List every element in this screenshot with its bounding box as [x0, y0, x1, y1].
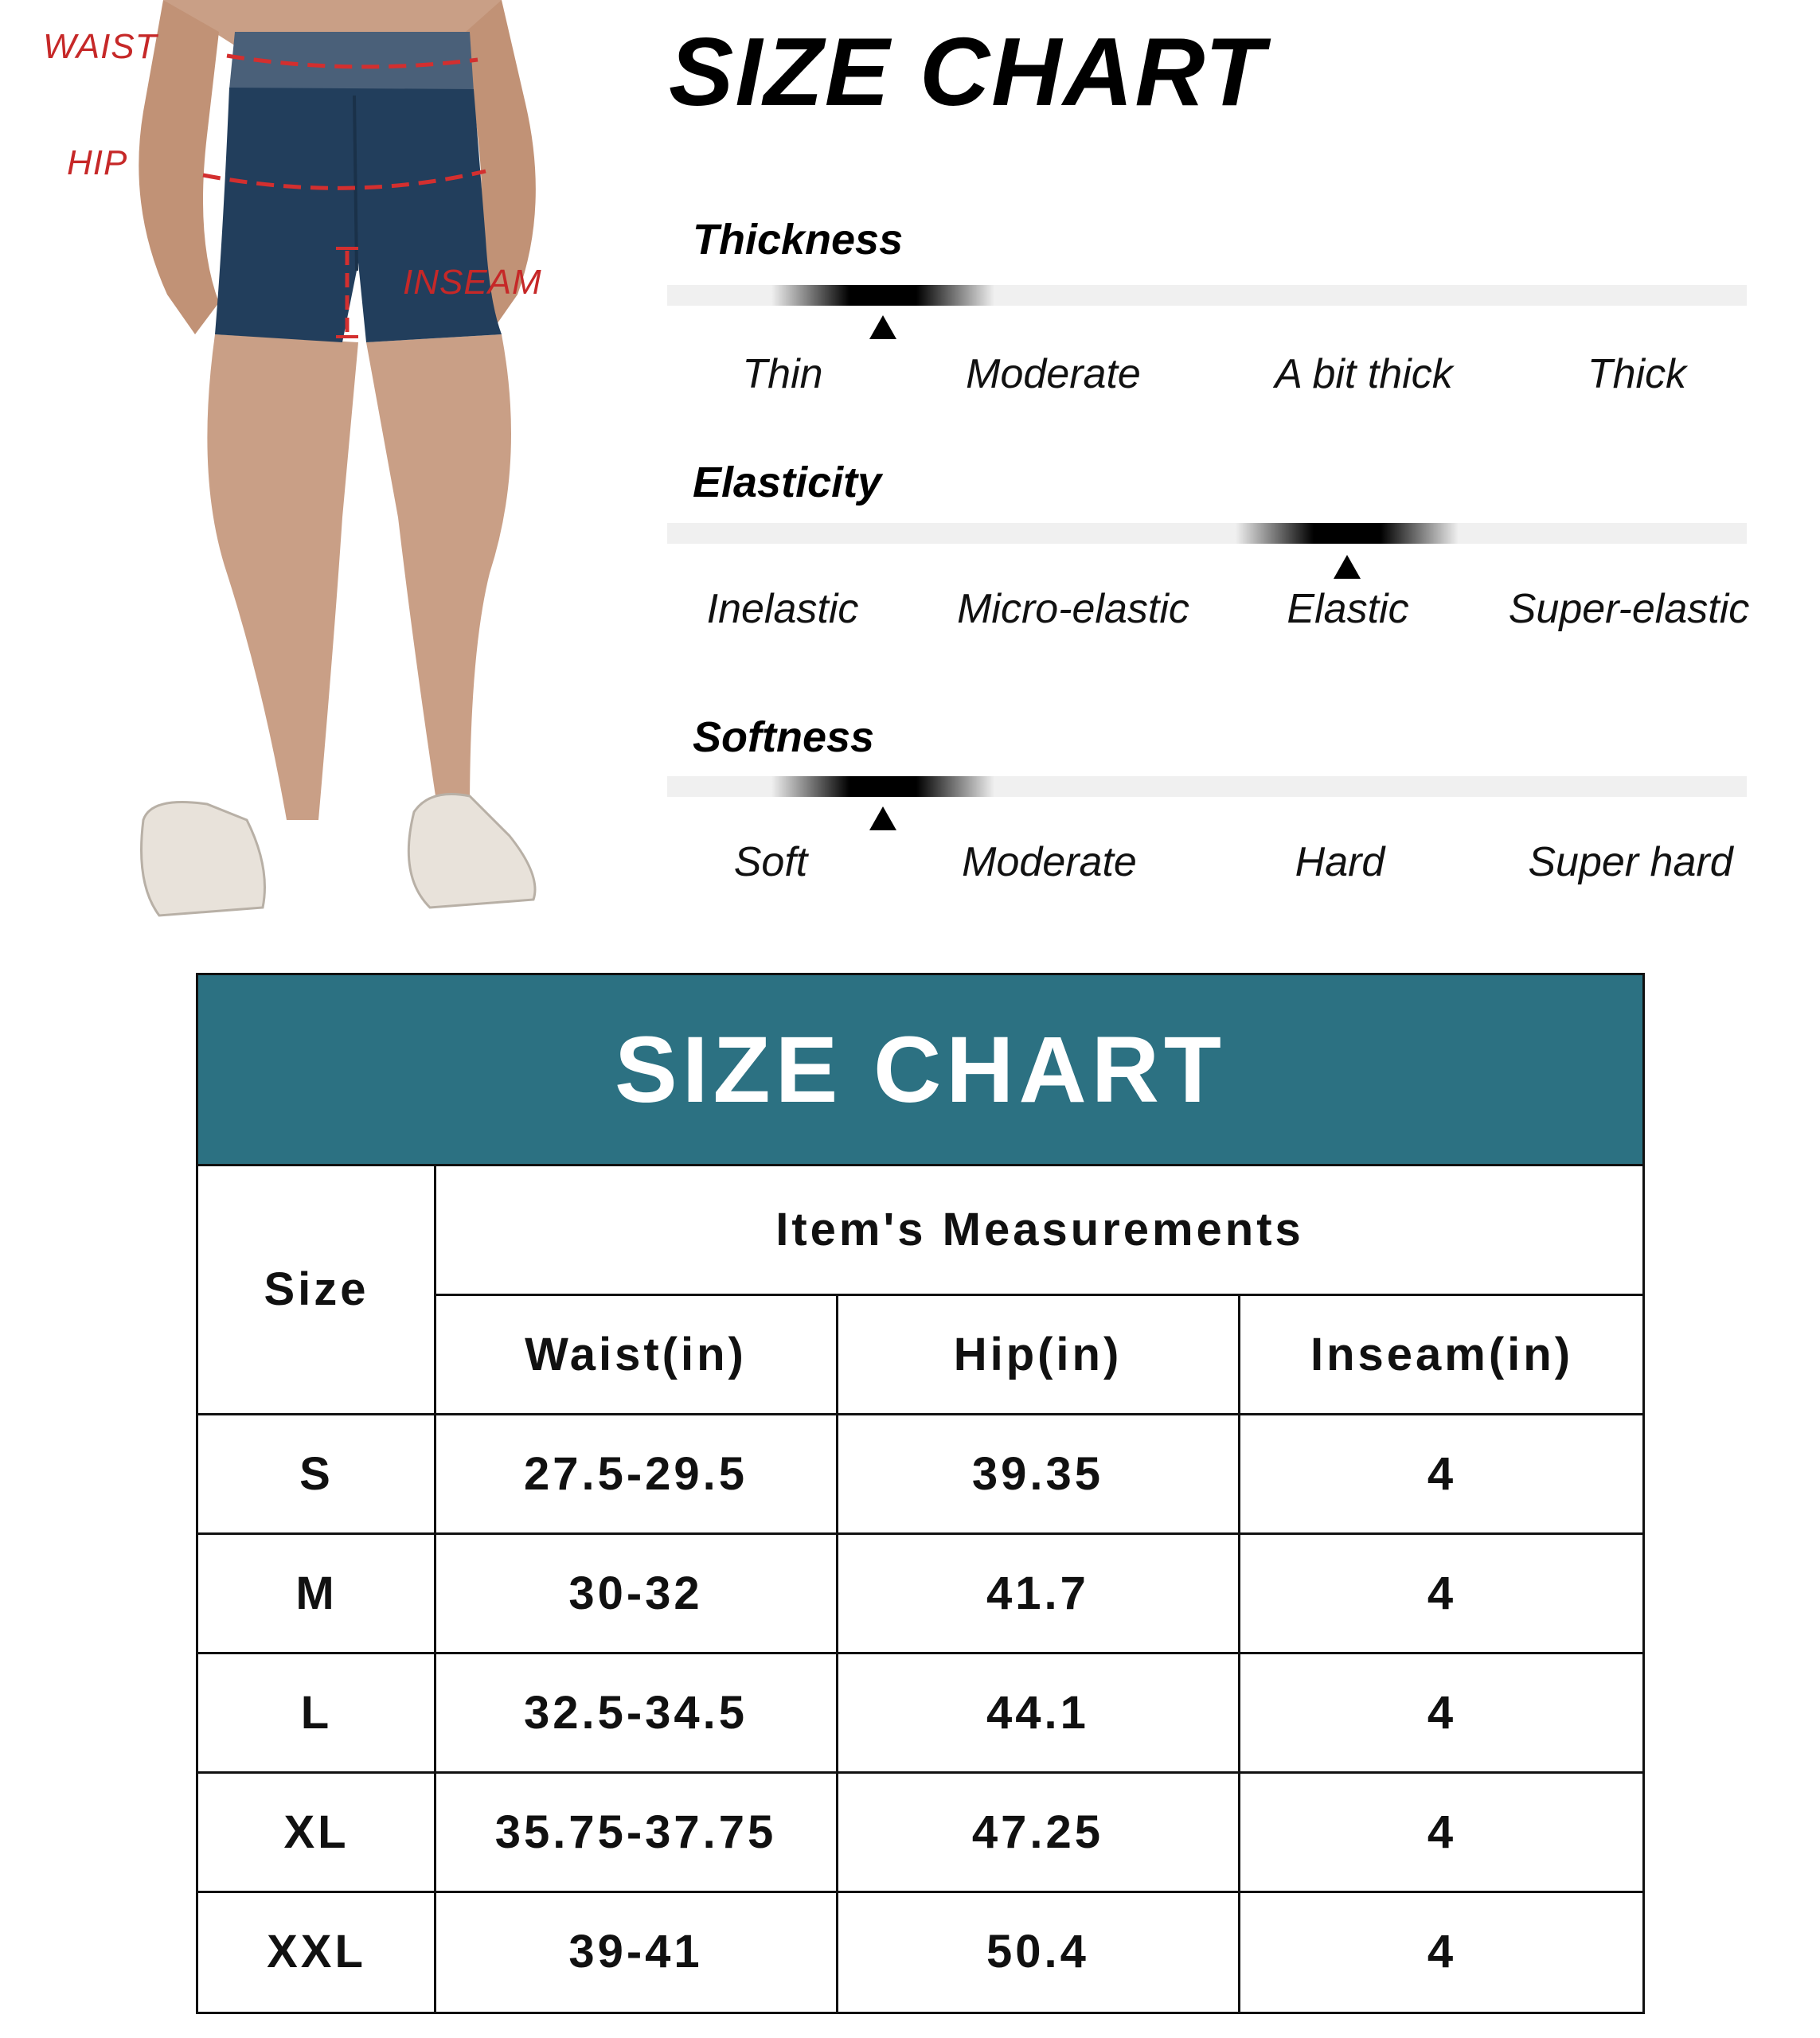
- scale-title: Elasticity: [693, 459, 882, 506]
- scale-title: Softness: [693, 713, 875, 761]
- table-divider: [836, 1294, 838, 2012]
- size-cell: S: [299, 1447, 334, 1500]
- thickness-scale: [667, 215, 1750, 406]
- scale-track: [667, 285, 1747, 306]
- softness-scale: [667, 713, 1750, 896]
- scale-option: Elastic: [1287, 586, 1409, 632]
- scale-knob: [771, 285, 994, 306]
- waist-cell: 30-32: [568, 1567, 703, 1619]
- table-divider: [198, 1532, 1642, 1535]
- page-title: SIZE CHART: [669, 18, 1266, 126]
- table-divider: [435, 1294, 1645, 1296]
- scale-knob: [1236, 523, 1459, 544]
- hip-cell: 41.7: [986, 1567, 1089, 1619]
- scale-knob: [771, 776, 994, 797]
- table-title: SIZE CHART: [615, 1017, 1226, 1122]
- scale-option: Moderate: [966, 351, 1141, 397]
- scale-title: Thickness: [693, 216, 904, 264]
- column-header-inseam: Inseam(in): [1310, 1328, 1574, 1380]
- waist-cell: 32.5-34.5: [523, 1686, 748, 1739]
- scale-track: [667, 523, 1747, 544]
- inseam-cell: 4: [1427, 1806, 1457, 1858]
- scale-option: Moderate: [962, 839, 1137, 885]
- hip-cell: 44.1: [986, 1686, 1089, 1739]
- scale-option: Hard: [1295, 839, 1385, 885]
- size-table: [196, 973, 1645, 2014]
- hip-cell: 47.25: [971, 1806, 1104, 1858]
- model-figure: [24, 0, 629, 947]
- scale-track: [667, 776, 1747, 797]
- scale-arrow-icon: [869, 806, 896, 830]
- inseam-cell: 4: [1427, 1926, 1457, 1977]
- inseam-label: INSEAM: [403, 263, 542, 302]
- size-cell: M: [295, 1567, 338, 1619]
- table-divider: [198, 1652, 1642, 1654]
- hip-cell: 39.35: [971, 1447, 1104, 1500]
- size-header: Size: [264, 1263, 369, 1315]
- scale-option: Super-elastic: [1508, 586, 1750, 632]
- size-cell: L: [300, 1686, 333, 1739]
- scale-option: A bit thick: [1275, 351, 1453, 397]
- size-cell: XXL: [267, 1926, 366, 1977]
- hip-cell: 50.4: [986, 1926, 1089, 1977]
- scale-arrow-icon: [869, 315, 896, 339]
- table-divider: [1238, 1294, 1240, 2012]
- waist-cell: 35.75-37.75: [494, 1806, 777, 1858]
- table-divider: [198, 1164, 1642, 1166]
- scale-option: Super hard: [1528, 839, 1733, 885]
- table-divider: [198, 1891, 1642, 1893]
- inseam-cell: 4: [1427, 1447, 1457, 1500]
- waist-cell: 27.5-29.5: [523, 1447, 748, 1500]
- scale-option: Inelastic: [706, 586, 859, 632]
- size-cell: XL: [283, 1806, 350, 1858]
- model-illustration: [24, 0, 629, 947]
- scale-option: Micro-elastic: [957, 586, 1189, 632]
- measurements-header: Item's Measurements: [775, 1204, 1304, 1255]
- scale-option: Thin: [742, 351, 823, 397]
- elasticity-scale: [667, 458, 1750, 641]
- table-divider: [434, 1165, 436, 2012]
- table-divider: [198, 1771, 1642, 1774]
- column-header-waist: Waist(in): [525, 1328, 747, 1380]
- scale-option: Thick: [1587, 351, 1687, 397]
- scale-option: Soft: [733, 839, 808, 885]
- inseam-cell: 4: [1427, 1686, 1457, 1739]
- scale-arrow-icon: [1334, 555, 1361, 579]
- inseam-cell: 4: [1427, 1567, 1457, 1619]
- table-divider: [198, 1413, 1642, 1415]
- waist-label: WAIST: [43, 27, 158, 66]
- column-header-hip: Hip(in): [953, 1328, 1123, 1380]
- hip-label: HIP: [67, 143, 128, 182]
- table-banner: [198, 975, 1642, 1165]
- waist-cell: 39-41: [568, 1926, 703, 1977]
